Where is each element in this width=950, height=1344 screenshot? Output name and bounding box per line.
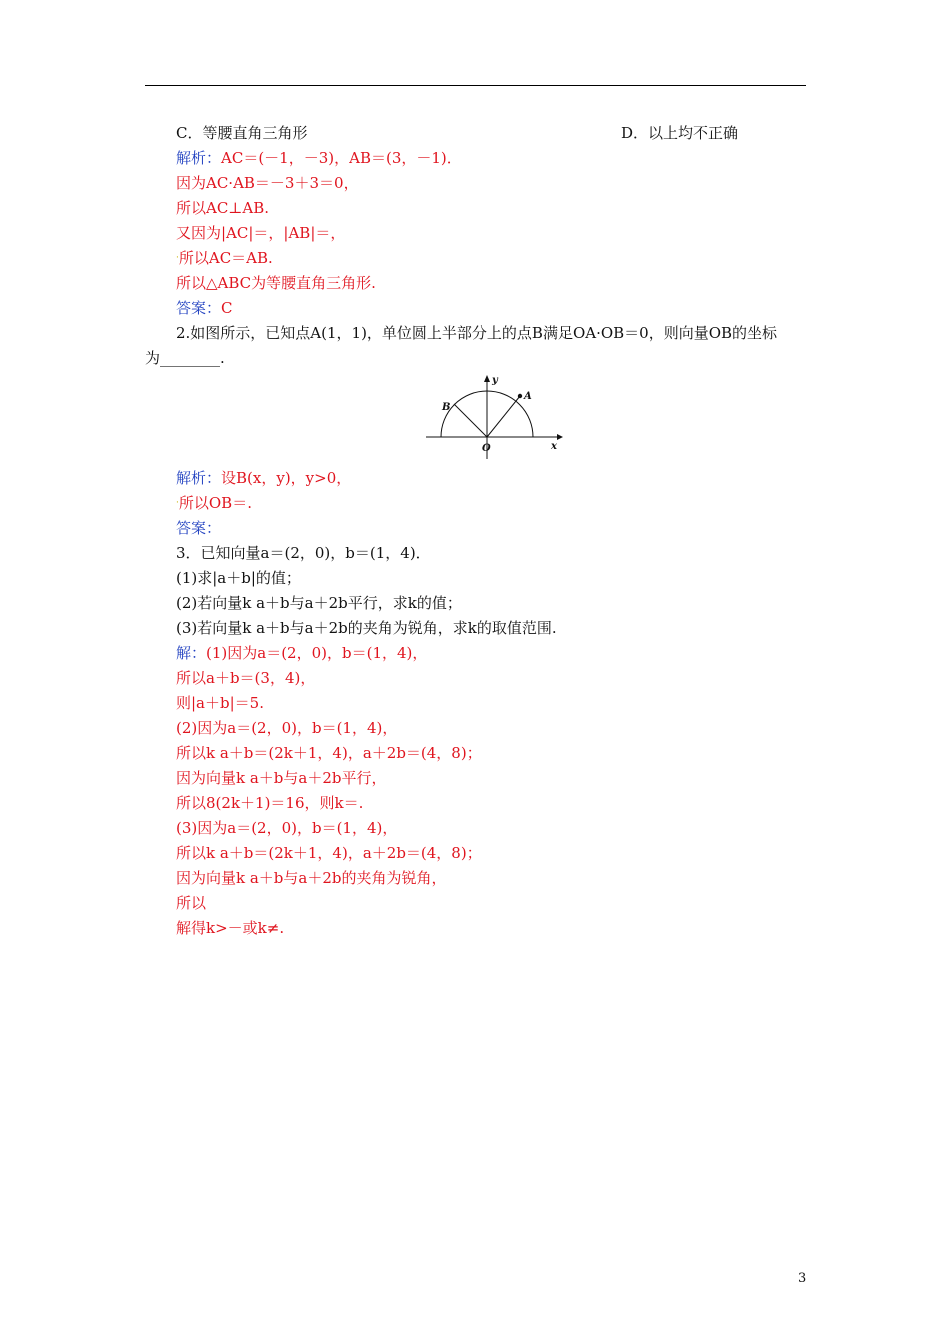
unit-circle-figure	[424, 373, 564, 463]
q3-solution-label: 解：	[176, 644, 207, 662]
point-a	[518, 394, 522, 398]
q1-options-row	[176, 122, 739, 144]
q1-solution-text: AC＝(－1，－3)，AB＝(3，－1)．	[221, 149, 462, 167]
q1-option-d: D．以上均不正确	[621, 124, 739, 142]
q2-solution-text-2: 所以OB＝.	[178, 494, 252, 512]
q1-solution-line-6: 所以△ABC为等腰直角三角形.	[176, 274, 376, 292]
q1-solution-line-5	[176, 247, 273, 269]
q3-solution-line-8: (3)因为a＝(2，0)，b＝(1，4)，	[176, 819, 398, 837]
q1-answer-label: 答案：	[176, 299, 222, 317]
figure-label-y-text: y	[492, 375, 498, 386]
figure-label-o: O	[482, 443, 491, 454]
q1-answer	[176, 297, 233, 319]
q3-solution-line-4: (2)因为a＝(2，0)，b＝(1，4)，	[176, 719, 398, 737]
q3-part-1: (1)求|a＋b|的值；	[176, 569, 301, 587]
figure-label-a: A	[524, 391, 532, 402]
q2-solution-text-1: 设B(x，y)，y>0，	[221, 469, 352, 487]
figure-label-b: B	[442, 402, 451, 413]
q3-solution-line-11: 所以	[176, 894, 207, 912]
margin-mark: ·	[176, 253, 179, 263]
q1-solution-line-5-text: 所以AC＝AB.	[178, 249, 273, 267]
q1-solution-line-4: 又因为|AC|＝，|AB|＝，	[176, 224, 346, 242]
figure-label-x: x	[551, 441, 557, 452]
q3-solution-line-9: 所以k a＋b＝(2k＋1，4)，a＋2b＝(4，8)；	[176, 844, 482, 862]
page-number: 3	[798, 1271, 807, 1286]
q1-solution-line-2: 因为AC·AB＝－3＋3＝0，	[176, 174, 359, 192]
q3-solution-line-3: 则|a＋b|＝5.	[176, 694, 264, 712]
q1-solution-line-3: 所以AC⊥AB.	[176, 199, 270, 217]
vector-oa	[487, 396, 520, 437]
q1-solution-label: 解析：	[176, 149, 222, 167]
q3-part-2: (2)若向量k a＋b与a＋2b平行，求k的值；	[176, 594, 462, 612]
x-axis-arrow	[557, 434, 563, 440]
q2-stem-line-1: 2.如图所示，已知点A(1，1)，单位圆上半部分上的点B满足OA·OB＝0，则向量OB的坐标	[176, 324, 778, 342]
q1-option-c: C．等腰直角三角形	[176, 124, 308, 142]
q1-answer-value: C	[221, 299, 233, 317]
q2-solution-line-2	[176, 492, 252, 514]
q2-stem-line-2: 为________.	[145, 349, 225, 367]
q3-solution-line-12: 解得k>－或k≠.	[176, 919, 285, 937]
q2-answer-label: 答案：	[176, 519, 222, 537]
q3-part-3: (3)若向量k a＋b与a＋2b的夹角为锐角，求k的取值范围.	[176, 619, 557, 637]
q3-solution-line-7: 所以8(2k＋1)＝16，则k＝.	[176, 794, 364, 812]
margin-mark: ·	[176, 498, 179, 508]
q3-solution-line-2: 所以a＋b＝(3，4)，	[176, 669, 316, 687]
header-rule	[145, 85, 806, 86]
vector-ob	[454, 404, 487, 437]
q3-solution-line-6: 因为向量k a＋b与a＋2b平行，	[176, 769, 387, 787]
q1-solution-line-1	[176, 147, 462, 169]
q3-stem: 3．已知向量a＝(2，0)，b＝(1，4)．	[176, 544, 431, 562]
q2-solution-label: 解析：	[176, 469, 222, 487]
q3-solution-line-5: 所以k a＋b＝(2k＋1，4)，a＋2b＝(4，8)；	[176, 744, 482, 762]
q3-solution-line-1	[176, 642, 427, 664]
y-axis-arrow	[484, 375, 490, 382]
q3-solution-first: (1)因为a＝(2，0)，b＝(1，4)，	[206, 644, 428, 662]
q2-solution-line-1	[176, 467, 351, 489]
q3-solution-line-10: 因为向量k a＋b与a＋2b的夹角为锐角，	[176, 869, 447, 887]
